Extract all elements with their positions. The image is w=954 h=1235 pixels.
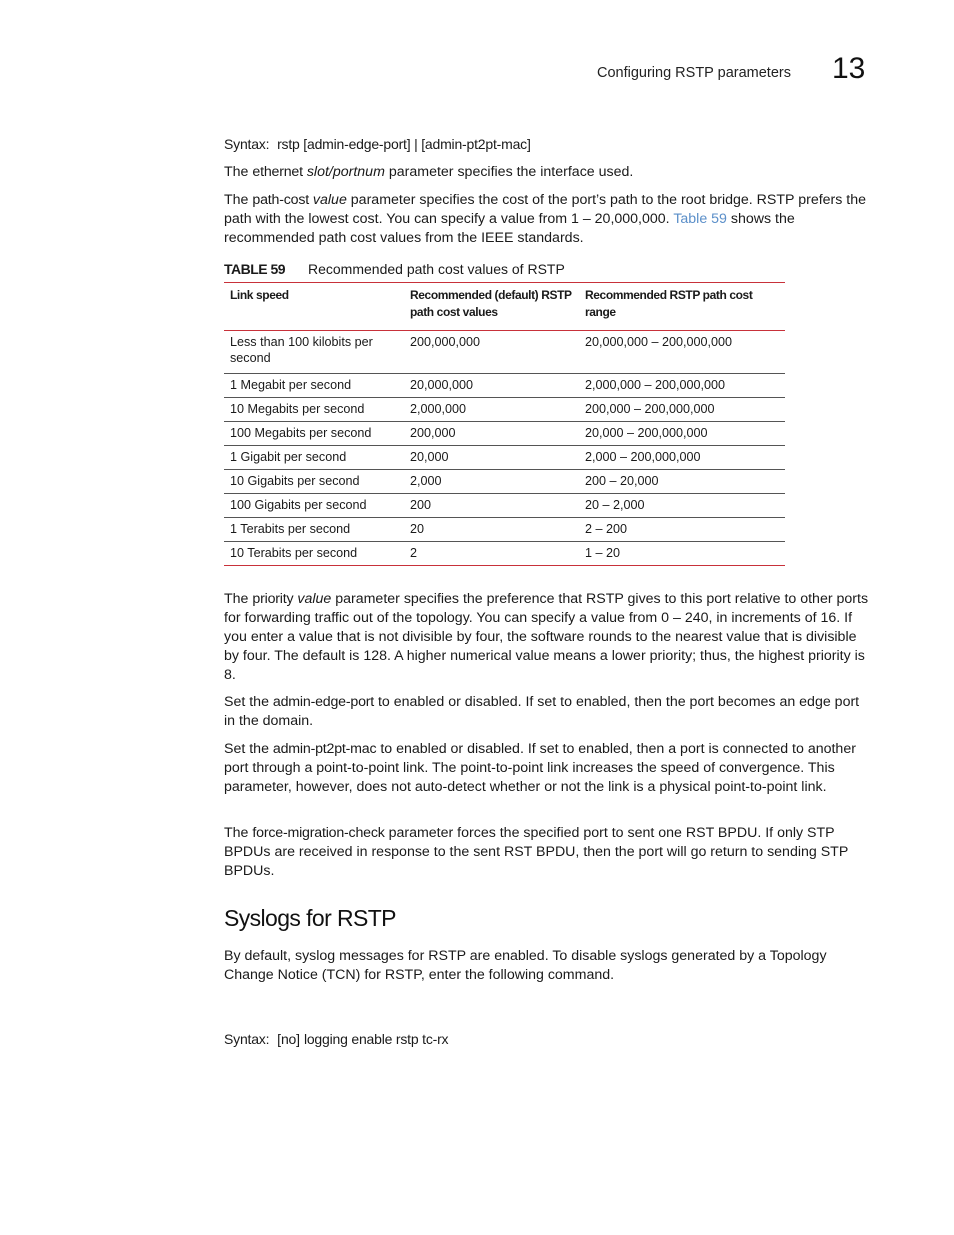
argument-slot-portnum: slot/portnum [306, 164, 385, 180]
keyword-admin-pt2pt-mac: admin-pt2pt-mac [272, 741, 377, 757]
table-label: TABLE 59 [224, 261, 286, 277]
keyword-admin-edge-port: admin-edge-port [272, 694, 375, 710]
paragraph-admin-pt2pt-mac: Set the admin-pt2pt-mac to enabled or disabled. If set to enabled, then a port is connected to another port through a point-to-point link. The point-to-point link increases the speed of convergence. This parameter, however, does not auto-detect whether or not the link is a physical point-to-point link. [224, 741, 856, 795]
running-header-title: Configuring RSTP parameters [597, 65, 791, 81]
argument-value: value [312, 192, 347, 208]
syntax-rstp [224, 135, 870, 154]
column-header-link-speed: Link speed [224, 283, 404, 331]
table-row: 10 Terabits per second 2 1 – 20 [224, 542, 785, 566]
syntax-logging: Syntax: [no] logging enable rstp tc-rx [224, 1031, 449, 1047]
table-row: Less than 100 kilobits per second 200,000,000 20,000,000 – 200,000,000 [224, 331, 785, 374]
paragraph-priority: The priority value parameter specifies the preference that RSTP gives to this port relative to other ports for forwarding traffic out of the topology. You can specify a value from 0 – 240, in increments of 16. If you enter a value that is not divisible by four, the software rounds to the nearest value that is divisible by four. The default is 128. A higher numerical value means a lower priority; thus, the highest priority is 8. [224, 591, 869, 683]
keyword-force-migration-check: force-migration-check [252, 825, 385, 841]
keyword-path-cost: path-cost [252, 192, 309, 208]
table-caption [224, 261, 565, 277]
keyword-priority: priority [252, 591, 294, 607]
table-59-link[interactable]: Table 59 [673, 211, 727, 227]
table-row: 100 Gigabits per second 200 20 – 2,000 [224, 494, 785, 518]
syntax-label: Syntax: [224, 1031, 270, 1047]
paragraph-ethernet: The ethernet slot/portnum parameter specifies the interface used. [224, 164, 634, 180]
path-cost-table [224, 282, 785, 566]
keyword-no: no [280, 1031, 297, 1047]
table-row: 10 Megabits per second 2,000,000 200,000 – 200,000,000 [224, 398, 785, 422]
syntax-command: rstp [admin-edge-port] | [admin-pt2pt-mac] [277, 136, 531, 152]
paragraph-path-cost: The path-cost value parameter specifies the cost of the port’s path to the root bridge. RSTP prefers the path with the lowest cost. You can specify a value from 1 – 20,000,000. Table 59 shows the recommended path cost values from the IEEE standards. [224, 192, 867, 246]
column-header-default-values: Recommended (default) RSTP path cost values [404, 283, 579, 331]
paragraph-admin-edge-port: Set the admin-edge-port to enabled or disabled. If set to enabled, then the port becomes an edge port in the domain. [224, 694, 860, 729]
syntax-command: logging enable rstp tc-rx [303, 1031, 449, 1047]
table-row: 100 Megabits per second 200,000 20,000 – 200,000,000 [224, 422, 785, 446]
keyword-ethernet: ethernet [252, 164, 303, 180]
argument-value: value [297, 591, 332, 607]
chapter-number: 13 [832, 52, 866, 85]
section-heading: Syslogs for RSTP [224, 905, 396, 931]
table-row: 10 Gigabits per second 2,000 200 – 20,000 [224, 470, 785, 494]
table-row: 1 Terabits per second 20 2 – 200 [224, 518, 785, 542]
column-header-cost-range: Recommended RSTP path cost range [579, 283, 785, 331]
paragraph-force-migration-check: The force-migration-check parameter forces the specified port to sent one RST BPDU. If only STP BPDUs are received in response to the sent RST BPDU, then the port will go return to sending STP BPDUs. [224, 825, 849, 879]
syntax-label: Syntax: [224, 136, 270, 152]
table-row: 1 Megabit per second 20,000,000 2,000,000 – 200,000,000 [224, 374, 785, 398]
table-row: 1 Gigabit per second 20,000 2,000 – 200,000,000 [224, 446, 785, 470]
paragraph-syslogs: By default, syslog messages for RSTP are enabled. To disable syslogs generated by a Topology Change Notice (TCN) for RSTP, enter the following command. [224, 948, 827, 983]
table-caption-text: Recommended path cost values of RSTP [308, 261, 565, 277]
table-header-row [224, 283, 785, 331]
